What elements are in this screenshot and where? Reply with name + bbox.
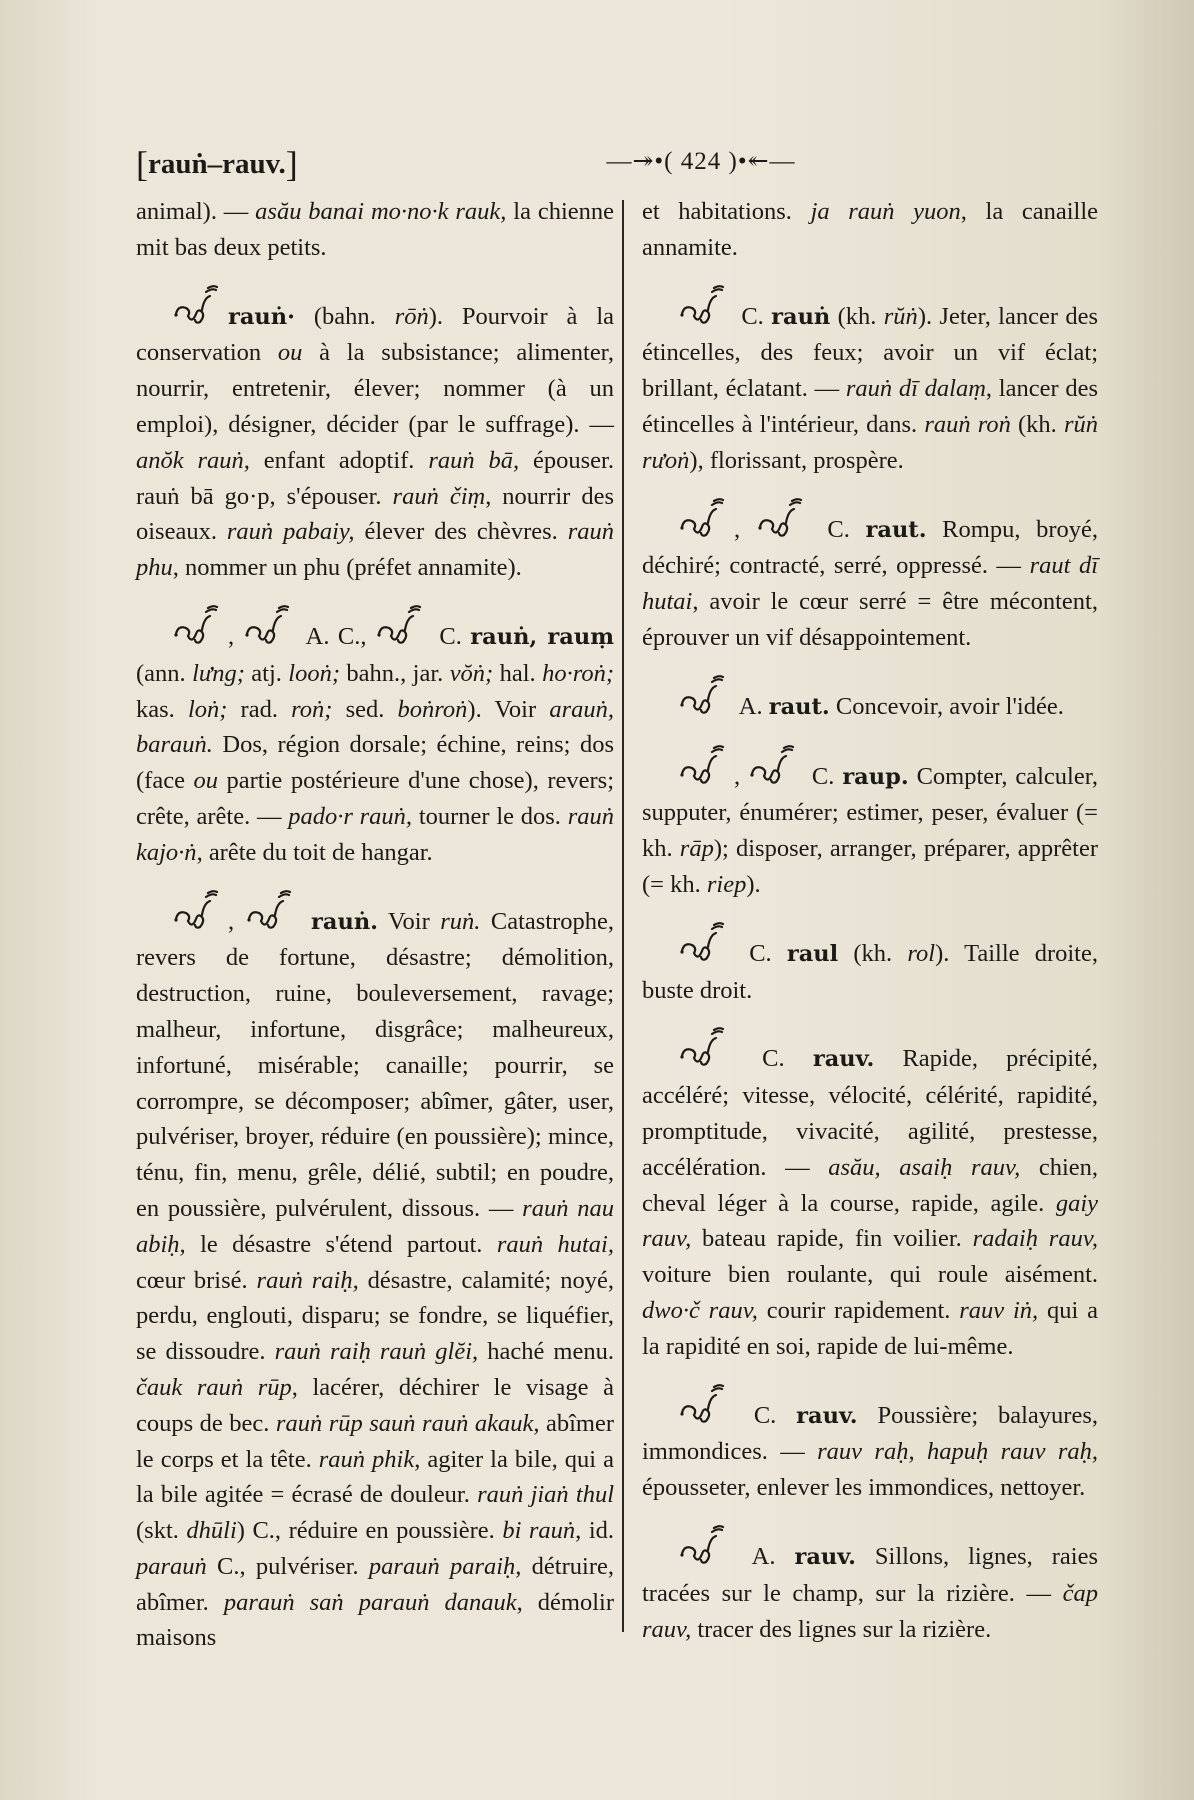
- example-italic: ruṅ.: [440, 907, 481, 935]
- definition-text: , nommer un phu (préfet annamite).: [172, 554, 522, 582]
- example-italic: rauṅ čiṃ: [392, 482, 486, 510]
- example-italic: rŭṅ rưoṅ: [642, 410, 1098, 474]
- example-italic: rauṅ jiaṅ thul: [477, 1481, 614, 1509]
- example-italic: ja rauṅ yuon: [810, 198, 961, 225]
- dictionary-entry: [642, 688, 1098, 726]
- dictionary-entry: [642, 1538, 1098, 1647]
- definition-text: ).: [746, 870, 761, 898]
- example-italic: pado·r rauṅ,: [288, 802, 413, 830]
- example-italic: rauṅ kajo·ṅ: [136, 802, 614, 866]
- definition-text: , la canaille annamite.: [642, 198, 1098, 261]
- example-italic: rŭṅ: [883, 302, 918, 330]
- definition-text: rauṅ bā go·p: [136, 482, 270, 510]
- definition-text: , lacérer, déchirer le visage à coups de bec.: [136, 1373, 614, 1437]
- definition-text: Rompu, broyé, déchiré; contracté, serré, oppressé. —: [642, 515, 1099, 580]
- running-head-text: rauṅ–rauv.: [148, 148, 286, 180]
- cham-script-glyph: [172, 618, 228, 648]
- definition-text: courir rapidement.: [757, 1296, 960, 1324]
- cham-script-glyph: [756, 511, 812, 541]
- definition-text: animal). —: [136, 198, 256, 225]
- definition-text: partie postérieure d'une chose), revers; crête, arête. —: [136, 767, 614, 830]
- dictionary-entry: [642, 298, 1098, 479]
- definition-text: hal.: [493, 659, 543, 687]
- definition-text: ). Pourvoir à la conservation: [136, 302, 614, 367]
- definition-text: sed.: [332, 695, 398, 723]
- definition-text: rad.: [227, 695, 292, 723]
- definition-text: Sillons, lignes, raies tracées sur le champ, sur la rizière. —: [642, 1542, 1098, 1607]
- dictionary-entry: [642, 1397, 1098, 1506]
- example-italic: rauṅ dī dalaṃ: [845, 375, 986, 403]
- definition-text: Concevoir, avoir l'idée.: [829, 692, 1064, 720]
- definition-text: [301, 908, 311, 935]
- definition-text: épouser.: [519, 446, 614, 474]
- bracket-close: ]: [285, 144, 298, 184]
- headword: raup.: [842, 763, 909, 790]
- definition-text: à la subsistance; alimenter, nourrir, entretenir, élever; nommer (à un emploi), désigner, décider (par le suffrage). —: [136, 339, 614, 438]
- definition-text: kas.: [136, 695, 188, 723]
- definition-text: et habitations.: [642, 198, 811, 225]
- definition-text: , s'épouser.: [269, 482, 393, 510]
- example-italic: čauk rauṅ rūp: [136, 1373, 292, 1401]
- definition-text: , nourrir des oiseaux.: [136, 482, 614, 546]
- example-italic: parauṅ: [136, 1552, 207, 1580]
- definition-text: abîmer le corps et la tête.: [136, 1409, 614, 1473]
- dictionary-entry: [136, 903, 614, 1657]
- definition-text: A.: [734, 692, 769, 720]
- definition-text: C.: [734, 1401, 797, 1429]
- example-italic: rōṅ: [394, 302, 429, 330]
- bracket-open: [: [136, 144, 148, 184]
- definition-text: voiture bien roulante, qui roule aisément.: [642, 1261, 1098, 1289]
- definition-text: ) C., réduire en poussière.: [236, 1517, 503, 1545]
- headword: rauṅ.: [311, 908, 379, 935]
- definition-text: qui a la rapidité en soi, rapide de lui-même.: [642, 1296, 1099, 1360]
- definition-text: C., pulvériser.: [206, 1552, 369, 1580]
- definition-text: Catastrophe, revers de fortune, désastre; démolition, destruction, ruine, bouleversement, ravage; malheur, infortune, disgrâce; malheureux, infortuné, misérable; canaille; pourrir, se corrompre, se décomposer; abîmer, gâter, user, pulvériser, broyer, réduire (en poussière); mince, ténu, fin, menu, grêle, délié, subtil; en poudre, en poussière, pulvérulent, dissous. —: [136, 907, 615, 1222]
- definition-text: la chienne mit bas deux petits.: [136, 198, 615, 261]
- example-italic: vŏṅ;: [449, 659, 494, 687]
- definition-text: bahn., jar.: [340, 659, 450, 687]
- example-italic: rauṅ bā,: [428, 446, 520, 474]
- example-italic: rauṅ phik: [318, 1445, 415, 1473]
- definition-text: (ann.: [136, 659, 193, 687]
- definition-text: le désastre s'étend partout.: [185, 1230, 497, 1258]
- definition-text: haché menu.: [478, 1338, 614, 1366]
- example-italic: rāp: [679, 835, 714, 863]
- definition-text: Voir: [378, 907, 441, 935]
- example-italic: ou: [193, 767, 218, 795]
- definition-text: ,: [734, 762, 749, 790]
- example-italic: rauṅ hutai,: [496, 1230, 614, 1258]
- cham-script-glyph: [245, 903, 301, 933]
- example-italic: rauṅ pabaiy,: [226, 518, 355, 546]
- definition-text: , démolir maisons: [136, 1588, 614, 1652]
- example-italic: bi rauṅ,: [502, 1517, 582, 1545]
- definition-text: , arête du toit de hangar.: [196, 838, 433, 866]
- example-italic: raut dī hutai: [642, 552, 1098, 616]
- definition-text: ); disposer, arranger, préparer, apprêter (= kh.: [642, 835, 1098, 898]
- example-italic: lưng;: [192, 659, 245, 687]
- example-italic: rauṅ raiḥ,: [256, 1266, 359, 1294]
- definition-text: ). Taille droite, buste droit.: [642, 939, 1098, 1004]
- cham-script-glyph: [172, 903, 228, 933]
- definition-text: désastre, calamité; noyé, perdu, englouti, disparu; se fondre, se liquéfier, se dissoudre.: [136, 1266, 614, 1366]
- definition-text: chien, cheval léger à la course, rapide, agile.: [642, 1153, 1099, 1217]
- definition-text: (kh.: [1010, 410, 1064, 438]
- definition-text: atj.: [244, 659, 289, 687]
- definition-text: ). Voir: [467, 695, 550, 723]
- example-italic: parauṅ paraiḥ,: [368, 1552, 522, 1580]
- headword: raut.: [865, 516, 927, 543]
- example-italic: riep: [706, 870, 747, 898]
- example-italic: loṅ;: [187, 695, 228, 723]
- cham-script-glyph: [678, 758, 734, 788]
- running-head: [136, 140, 298, 182]
- cham-script-glyph: [375, 618, 431, 648]
- headword: rauv.: [794, 1543, 856, 1570]
- cham-script-glyph: [678, 298, 734, 328]
- definition-text: tracer des lignes sur la rizière.: [691, 1615, 992, 1643]
- definition-text: enfant adoptif.: [249, 446, 429, 474]
- definition-text: élever des chèvres.: [354, 518, 568, 546]
- column-divider: [622, 200, 624, 1632]
- example-italic: dhūli: [186, 1517, 237, 1545]
- continued-paragraph: [136, 194, 614, 266]
- example-italic: asău, asaiḥ rauv,: [828, 1153, 1021, 1181]
- example-italic: anŏk rauṅ,: [136, 446, 250, 474]
- example-italic: roṅ;: [291, 695, 333, 723]
- definition-text: ), florissant, prospère.: [689, 446, 904, 474]
- example-italic: rauṅ roṅ: [924, 410, 1011, 438]
- cham-script-glyph: [748, 758, 804, 788]
- example-italic: ho·roṅ;: [542, 659, 614, 687]
- example-italic: rauv raḥ, hapuḥ rauv raḥ,: [817, 1438, 1099, 1466]
- example-italic: dwo·č rauv,: [642, 1296, 758, 1324]
- definition-text: tourner le dos.: [412, 802, 568, 830]
- continued-paragraph: [642, 194, 1098, 266]
- example-italic: radaiḥ rauv,: [972, 1225, 1098, 1253]
- cham-script-glyph: [678, 1040, 734, 1070]
- dictionary-entry: [642, 758, 1098, 903]
- definition-text: C.: [804, 762, 843, 790]
- example-italic: rol: [907, 939, 936, 967]
- headword: raul: [786, 940, 839, 967]
- definition-text: (kh.: [830, 302, 884, 330]
- cham-script-glyph: [678, 935, 734, 965]
- definition-text: (skt.: [136, 1517, 187, 1545]
- cham-script-glyph: [678, 1538, 734, 1568]
- example-italic: boṅroṅ: [397, 695, 468, 723]
- example-italic: rauṅ phu: [136, 518, 614, 582]
- dictionary-entry: [136, 618, 614, 871]
- definition-text: (kh.: [838, 939, 908, 967]
- dictionary-entry: [642, 1040, 1098, 1364]
- dictionary-entry: [642, 935, 1098, 1009]
- example-italic: rauv iṅ,: [959, 1296, 1039, 1324]
- definition-text: épousseter, enlever les immondices, nettoyer.: [642, 1474, 1086, 1502]
- definition-text: C.: [734, 302, 772, 330]
- headword: rauṅ, rauṃ: [470, 623, 615, 650]
- definition-text: C.: [734, 939, 787, 967]
- definition-text: , avoir le cœur serré = être mécontent, éprouver un vif désappointement.: [642, 588, 1098, 651]
- dictionary-entry: [642, 511, 1098, 656]
- page-header: [136, 140, 1096, 190]
- example-italic: čap rauv,: [642, 1579, 1098, 1643]
- definition-text: ). Jeter, lancer des étincelles, des feux; avoir un vif éclat; brillant, éclatant. —: [642, 302, 1098, 403]
- definition-text: id.: [581, 1517, 615, 1545]
- cham-script-glyph: [678, 688, 734, 718]
- definition-text: ,: [734, 515, 756, 543]
- cham-script-glyph: [243, 618, 299, 648]
- definition-text: C.: [811, 515, 866, 543]
- example-italic: asău banai mo·no·k rauk,: [255, 198, 507, 225]
- definition-text: cœur brisé.: [136, 1266, 257, 1294]
- example-italic: ou: [277, 339, 303, 367]
- definition-text: Compter, calculer, supputer, énumérer; estimer, peser, évaluer (= kh.: [642, 762, 1099, 863]
- definition-text: A.: [734, 1542, 795, 1570]
- definition-text: bateau rapide, fin voilier.: [691, 1225, 973, 1253]
- example-italic: rauṅ nau abiḥ,: [136, 1194, 614, 1258]
- cham-script-glyph: [678, 511, 734, 541]
- headword: raut.: [768, 693, 830, 720]
- example-italic: parauṅ saṅ parauṅ danauk: [223, 1588, 517, 1616]
- example-italic: rauṅ raiḥ rauṅ glĕi,: [274, 1338, 479, 1366]
- definition-text: A. C.,: [298, 622, 375, 650]
- definition-text: Poussière; balayures, immondices. —: [642, 1401, 1098, 1466]
- definition-text: ,: [228, 907, 245, 935]
- definition-text: Dos, région dorsale; échine, reins; dos (face: [136, 731, 614, 795]
- cham-script-glyph: [678, 1397, 734, 1427]
- definition-text: ,: [228, 622, 243, 650]
- right-column: [642, 194, 1098, 1647]
- example-italic: arauṅ, barauṅ.: [136, 695, 614, 759]
- headword: rauv.: [796, 1402, 858, 1429]
- headword: rauṅ: [771, 303, 831, 330]
- example-italic: looṅ;: [288, 659, 341, 687]
- definition-text: , agiter la bile, qui a la bile agitée = écrasé de douleur.: [136, 1445, 614, 1509]
- example-italic: gaiy rauv,: [642, 1189, 1098, 1253]
- example-italic: rauṅ rūp sauṅ rauṅ akauk,: [275, 1409, 540, 1437]
- definition-text: détruire, abîmer.: [136, 1552, 614, 1616]
- headword: rauv.: [812, 1046, 875, 1073]
- cham-script-glyph: [172, 298, 228, 328]
- definition-text: , lancer des étincelles à l'intérieur, dans.: [642, 375, 1098, 438]
- page-number: —↠•( 424 )•↞—: [606, 148, 796, 175]
- definition-text: C.: [734, 1045, 813, 1073]
- left-column: [136, 194, 614, 1656]
- definition-text: C.: [430, 622, 471, 650]
- definition-text: (bahn.: [294, 302, 395, 330]
- definition-text: Rapide, précipité, accéléré; vitesse, vélocité, célérité, rapidité, promptitude, vivacité, agilité, prestesse, accélération. —: [642, 1045, 1098, 1181]
- headword: rauṅ·: [228, 303, 295, 330]
- dictionary-entry: [136, 298, 614, 586]
